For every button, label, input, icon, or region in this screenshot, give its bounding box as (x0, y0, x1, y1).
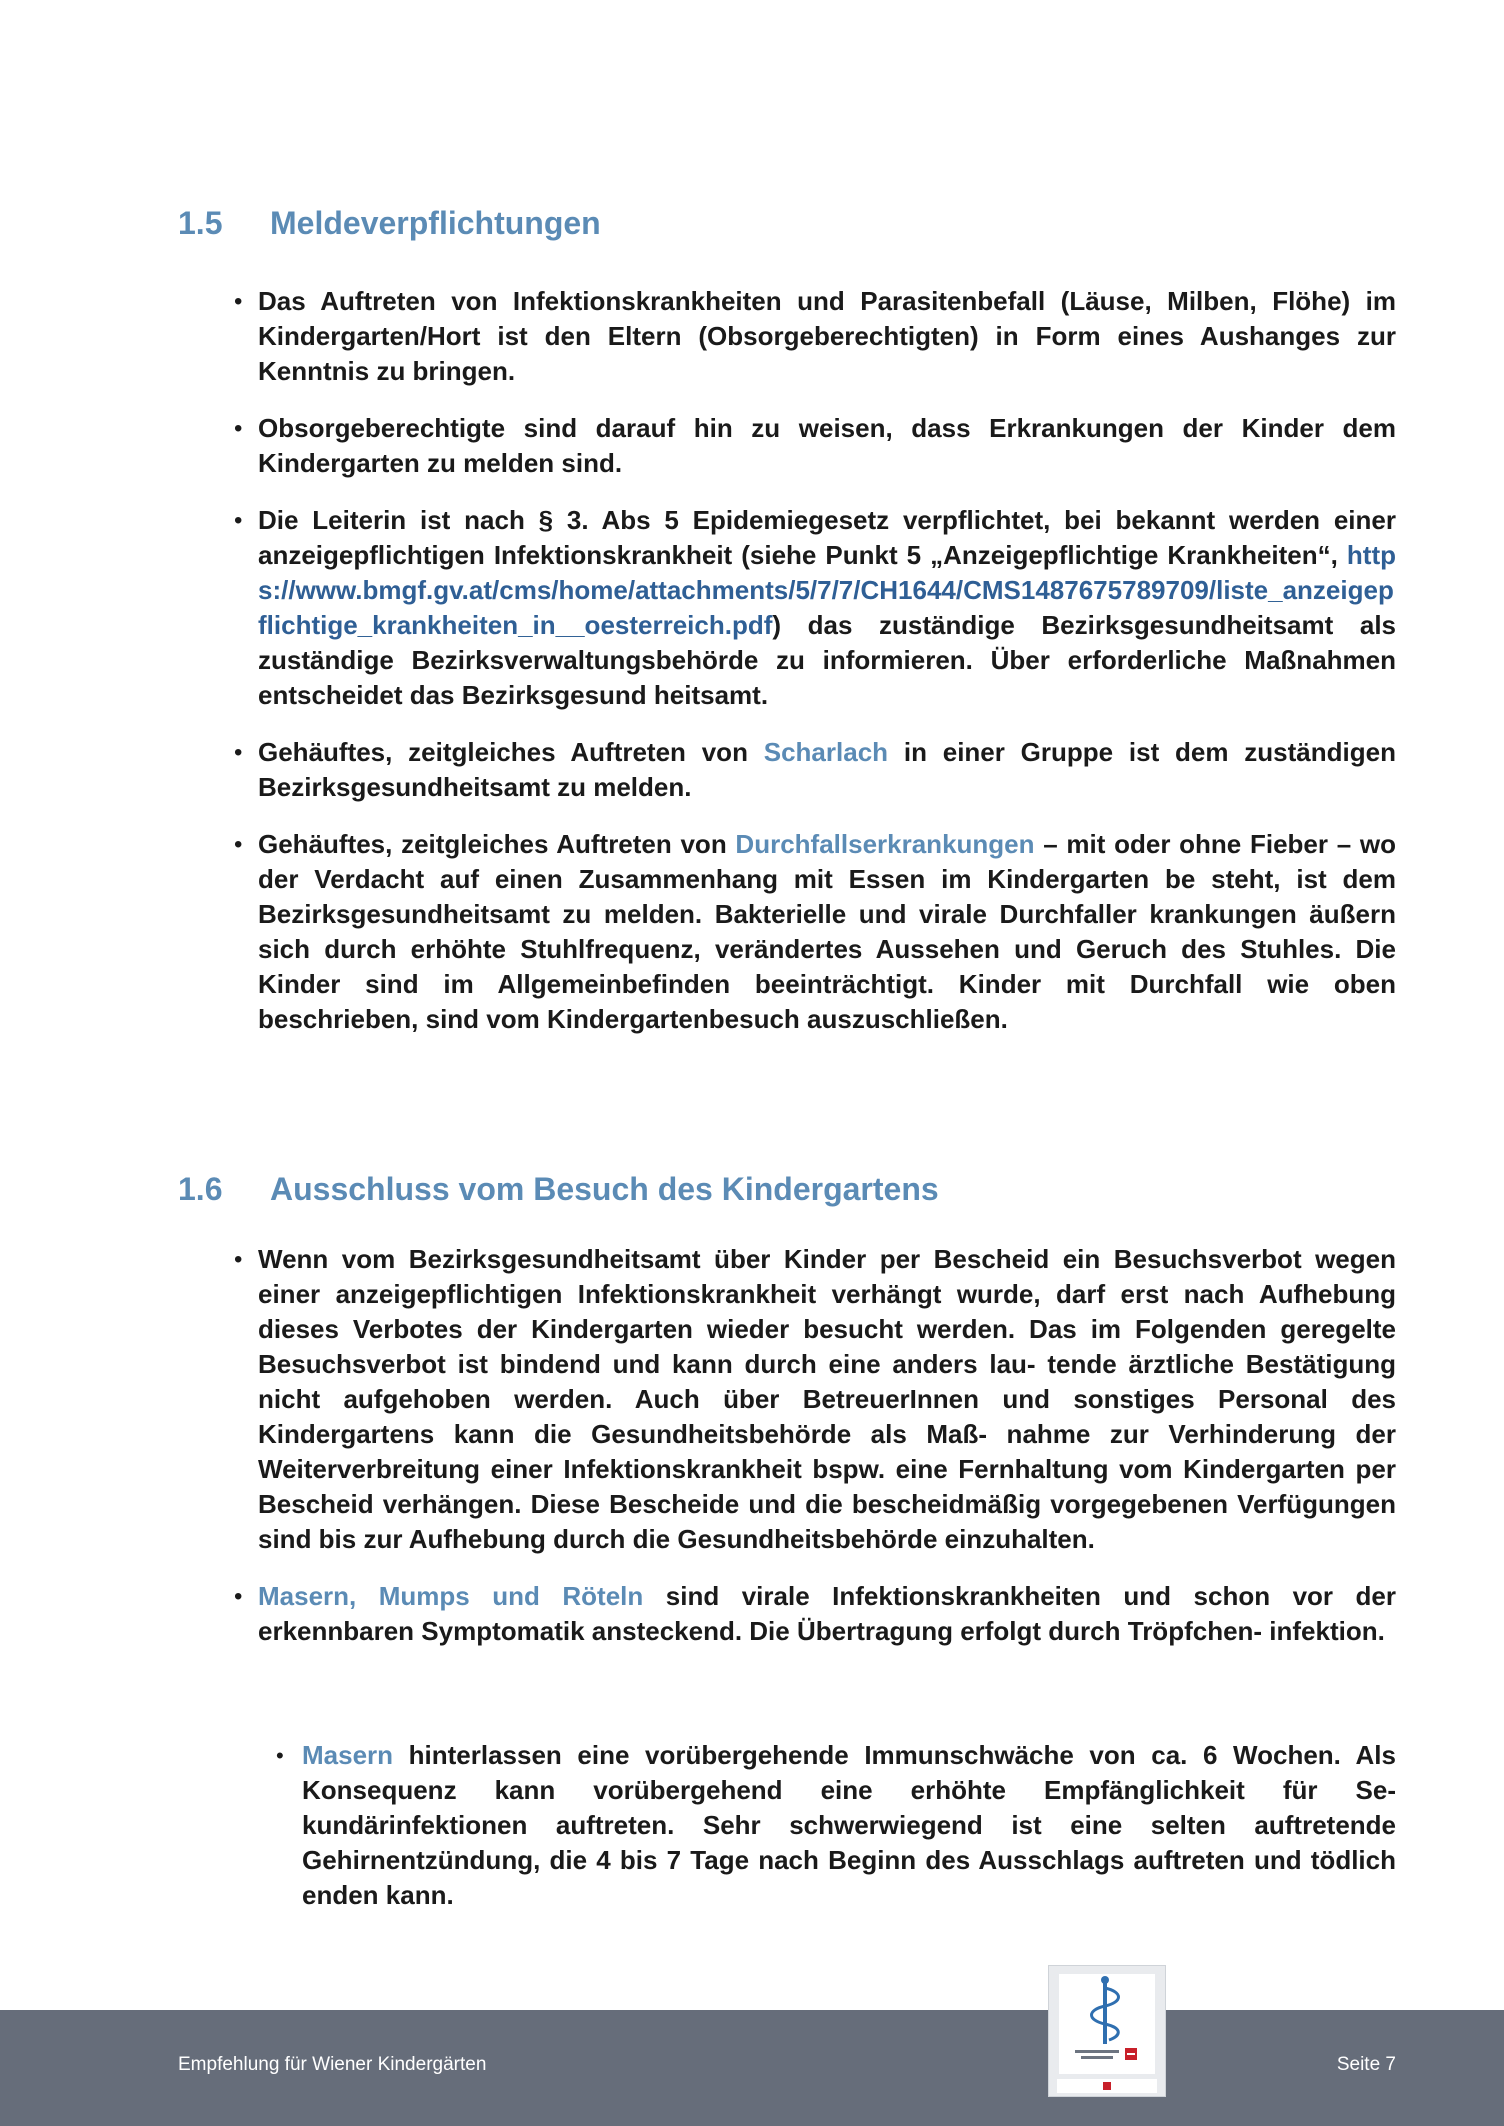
bullet-list-1-6 (232, 1242, 1396, 1649)
section-heading-1-5 (178, 205, 601, 242)
pdf-link[interactable]: https://www.bmgf.gv.at/cms/home/attachments/5/7/7/CH1644/CMS1487675789709/liste_anzeigepflichtige_krankheiten_in__oesterreich.pdf (258, 540, 1396, 640)
footer-title: Empfehlung für Wiener Kindergärten (178, 2054, 487, 2075)
page-number: Seite 7 (1336, 2054, 1396, 2075)
aesculapius-staff-logo-icon (1048, 1965, 1166, 2097)
section-number: 1.5 (178, 205, 223, 241)
list-item: • Das Auftreten von Infektionskrankheiten und Parasitenbefall (Läuse, Milben, Flöhe) im Kindergarten/Hort ist den Eltern (Obsorgeberechtigten) in Form eines Aushanges zur Kenntnis zu bringen. (232, 284, 1396, 389)
highlight-scharlach: Scharlach (763, 737, 889, 767)
highlight-masern: Masern (302, 1740, 394, 1770)
highlight-masern-mumps-roeteln: Masern, Mumps und Röteln (258, 1581, 644, 1611)
list-item: • Gehäuftes, zeitgleiches Auftreten von Scharlach in einer Gruppe ist dem zuständigen Bezirksgesundheitsamt zu melden. (232, 735, 1396, 805)
list-item: • Gehäuftes, zeitgleiches Auftreten von Durchfallserkrankungen – mit oder ohne Fieber – wo der Verdacht auf einen Zusammenhang mit Essen im Kindergarten be steht, ist dem Bezirksgesundheitsamt zu melden. Bakterielle und virale Durchfaller krankungen äußern sich durch erhöhte Stuhlfrequenz, verändertes Aussehen und Geruch des Stuhles. Die Kinder sind im Allgemeinbefinden beeinträchtigt. Kinder mit Durchfall wie oben beschrieben, sind vom Kindergartenbesuch auszuschließen. (232, 827, 1396, 1037)
page-footer (0, 2010, 1504, 2126)
bullet-list-1-5 (232, 284, 1396, 1037)
section-title: Ausschluss vom Besuch des Kindergartens (270, 1171, 939, 1207)
list-item: • Wenn vom Bezirksgesundheitsamt über Kinder per Bescheid ein Besuchsverbot wegen einer anzeigepflichtigen Infektionskrankheit verhängt wurde, darf erst nach Aufhebung dieses Verbotes der Kindergarten wieder besucht werden. Das im Folgenden geregelte Besuchsverbot ist bindend und kann durch eine anders lau- tende ärztliche Bestätigung nicht aufgehoben werden. Auch über BetreuerInnen und sonstiges Personal des Kindergartens kann die Gesundheitsbehörde als Maß- nahme zur Verhinderung der Weiterverbreitung einer Infektionskrankheit bspw. eine Fernhaltung vom Kindergarten per Bescheid verhängen. Diese Bescheide und die bescheidmäßig vorgegebenen Verfügungen sind bis zur Aufhebung durch die Gesundheitsbehörde einzuhalten. (232, 1242, 1396, 1557)
sub-bullet-list (274, 1738, 1396, 1913)
list-item: • Masern, Mumps und Röteln sind virale Infektionskrankheiten und schon vor der erkennbaren Symptomatik ansteckend. Die Übertragung erfolgt durch Tröpfchen- infektion. (232, 1579, 1396, 1649)
list-item: • Obsorgeberechtigte sind darauf hin zu weisen, dass Erkrankungen der Kinder dem Kindergarten zu melden sind. (232, 411, 1396, 481)
highlight-durchfall: Durchfallserkrankungen (735, 829, 1035, 859)
logo-graphic (1049, 1966, 1165, 2096)
section-number: 1.6 (178, 1171, 223, 1207)
section-title: Meldeverpflichtungen (270, 205, 601, 241)
list-item: • Masern hinterlassen eine vorübergehende Immunschwäche von ca. 6 Wochen. Als Konsequenz kann vorübergehend eine erhöhte Empfänglichkeit für Se- kundärinfektionen auftreten. Sehr schwerwiegend ist eine selten auftretende Gehirnentzündung, die 4 bis 7 Tage nach Beginn des Ausschlags auftreten und tödlich enden kann. (274, 1738, 1396, 1913)
section-heading-1-6 (178, 1171, 939, 1208)
list-item: • Die Leiterin ist nach § 3. Abs 5 Epidemiegesetz verpflichtet, bei bekannt werden einer anzeigepflichtigen Infektionskrankheit (siehe Punkt 5 „Anzeigepflichtige Krankheiten“, https://www.bmgf.gv.at/cms/home/attachments/5/7/7/CH1644/CMS1487675789709/liste_anzeigepflichtige_krankheiten_in__oesterreich.pdf) das zuständige Bezirksgesundheitsamt als zuständige Bezirksverwaltungsbehörde zu informieren. Über erforderliche Maßnahmen entscheidet das Bezirksgesund heitsamt. (232, 503, 1396, 713)
